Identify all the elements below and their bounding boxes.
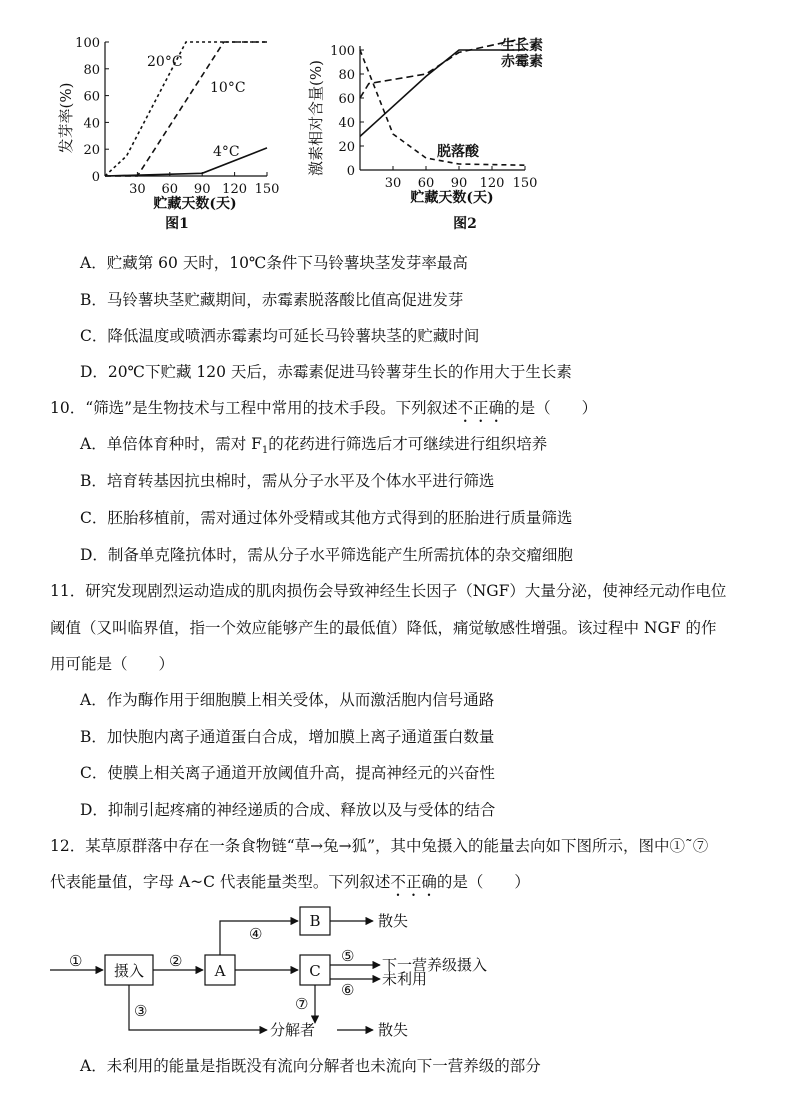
- label-1: ①: [69, 952, 83, 970]
- series-line-2: [105, 148, 267, 176]
- q10-stem-text: 10．“筛选”是生物技术与工程中常用的技术手段。下列叙述: [50, 399, 458, 417]
- y-tick-40: 40: [338, 116, 355, 131]
- x-tick-150: 150: [254, 182, 280, 197]
- box-c-label: C: [309, 962, 321, 980]
- decomposer-label: 分解者: [270, 1021, 316, 1039]
- x-tick-150: 150: [512, 176, 538, 191]
- q11-option-c: C．使膜上相关离子通道开放阈值升高，提高神经元的兴奋性: [80, 764, 495, 782]
- q10-option-c: C．胚胎移植前，需对通过体外受精或其他方式得到的胚胎进行质量筛选: [80, 509, 573, 527]
- x-axis-label: 贮藏天数(天): [153, 196, 237, 212]
- q10-option-d: D．制备单克隆抗体时，需从分子水平筛选能产生所需抗体的杂交瘤细胞: [80, 546, 573, 564]
- q9-option-d: D．20℃下贮藏 120 天后，赤霉素促进马铃薯芽生长的作用大于生长素: [80, 363, 572, 381]
- y-tick-60: 60: [338, 92, 355, 107]
- y-tick-80: 80: [83, 62, 100, 78]
- box-a-label: A: [214, 962, 226, 980]
- b-dissipate-label: 散失: [378, 912, 409, 930]
- q11-option-d: D．抑制引起疼痛的神经递质的合成、释放以及与受体的结合: [80, 801, 496, 819]
- q9-option-a: A．贮藏第 60 天时，10℃条件下马铃薯块茎发芽率最高: [80, 254, 468, 272]
- intake-label: 摄入: [113, 962, 145, 980]
- label-5: ⑤: [341, 947, 355, 965]
- q10-option-b: B．培育转基因抗虫棉时，需从分子水平及个体水平进行筛选: [80, 472, 495, 490]
- q10-stem: [50, 398, 597, 426]
- figure-2-hormone-chart: [305, 18, 575, 233]
- x-tick-120: 120: [479, 176, 505, 191]
- unused-label: 未利用: [382, 970, 428, 988]
- q11-stem-line-1: 11．研究发现剧烈运动造成的肌肉损伤会导致神经生长因子（NGF）大量分泌，使神经元动作电位: [50, 582, 727, 600]
- box-b-label: B: [309, 912, 321, 930]
- x-tick-30: 30: [384, 176, 402, 191]
- q11-option-a: A．作为酶作用于细胞膜上相关受体，从而激活胞内信号通路: [80, 691, 495, 709]
- q12-emphasis: 不正确: [390, 873, 437, 891]
- q10-option-a-text: A．单倍体育种时，需对 F: [80, 435, 262, 453]
- energy-flow-diagram: [45, 895, 525, 1055]
- series-label-abscisic-acid: 脱落酸: [437, 144, 479, 160]
- decomposer-dissipate-label: 散失: [378, 1021, 409, 1039]
- x-axis-label: 贮藏天数(天): [410, 190, 494, 206]
- x-tick-60: 60: [417, 176, 435, 191]
- y-axis-label: 激素相对含量(%): [307, 60, 325, 176]
- x-tick-60: 60: [161, 182, 179, 197]
- q12-option-a: A．未利用的能量是指既没有流向分解者也未流向下一营养级的部分: [80, 1057, 541, 1075]
- y-tick-labels: [330, 44, 364, 179]
- series-label-4c: 4°C: [213, 144, 240, 160]
- label-2: ②: [169, 952, 183, 970]
- x-tick-120: 120: [222, 182, 248, 197]
- x-tick-90: 90: [193, 182, 211, 197]
- arrow-3: [129, 985, 267, 1030]
- q9-option-c: C．降低温度或喷洒赤霉素均可延长马铃薯块茎的贮藏时间: [80, 327, 480, 345]
- q12-stem-line-1: 12．某草原群落中存在一条食物链“草→兔→狐”，其中兔摄入的能量去向如下图所示，图中①˜⑦: [50, 837, 709, 855]
- q11-option-b: B．加快胞内离子通道蛋白合成，增加膜上离子通道蛋白数量: [80, 728, 495, 746]
- q10-emphasis: 不正确: [457, 399, 505, 417]
- q10-option-a-rest: 的花药进行筛选后才可继续进行组织培养: [268, 435, 548, 453]
- series-lines: [105, 42, 267, 176]
- y-tick-80: 80: [338, 68, 355, 83]
- y-tick-20: 20: [338, 140, 355, 155]
- q12-stem-text: 代表能量值，字母 A~C 代表能量类型。下列叙述: [50, 873, 391, 891]
- series-line-1: [105, 42, 267, 176]
- q11-stem-line-2: 阈值（又叫临界值，指一个效应能够产生的最低值）降低，痛觉敏感性增强。该过程中 NGF 的作: [50, 619, 717, 637]
- x-tick-90: 90: [450, 176, 468, 191]
- q12-stem-end: 的是（ ）: [436, 873, 530, 891]
- series-label-20c: 20°C: [147, 54, 183, 70]
- q11-stem-line-3: 用可能是（ ）: [50, 655, 175, 673]
- y-tick-100: 100: [75, 36, 100, 51]
- q10-stem-end: 的是（ ）: [504, 399, 598, 417]
- figure-1-germination-chart: [55, 18, 285, 233]
- y-tick-0: 0: [346, 164, 355, 179]
- label-4: ④: [249, 925, 263, 943]
- next-level-label: 下一营养级摄入: [382, 956, 488, 974]
- y-tick-60: 60: [83, 89, 100, 105]
- label-3: ③: [134, 1002, 148, 1020]
- y-tick-0: 0: [91, 170, 100, 185]
- label-7: ⑦: [295, 995, 309, 1013]
- x-tick-30: 30: [129, 182, 146, 197]
- y-tick-20: 20: [83, 143, 100, 159]
- y-tick-40: 40: [83, 116, 100, 132]
- series-label-10c: 10°C: [210, 80, 246, 96]
- figure-caption: 图1: [165, 216, 189, 232]
- label-6: ⑥: [341, 981, 355, 999]
- q9-option-b: B．马铃薯块茎贮藏期间，赤霉素脱落酸比值高促进发芽: [80, 291, 464, 309]
- series-label-gibberellin: 赤霉素: [501, 54, 543, 70]
- y-axis-label: 发芽率(%): [57, 82, 75, 154]
- series-label-auxin: 生长素: [501, 38, 543, 54]
- q10-option-a-subscript: 1: [261, 445, 269, 457]
- y-tick-100: 100: [330, 44, 355, 59]
- y-tick-labels: [75, 36, 109, 185]
- series-line-0: [105, 42, 267, 176]
- figure-caption: 图2: [453, 216, 477, 232]
- q10-option-a: [80, 434, 547, 461]
